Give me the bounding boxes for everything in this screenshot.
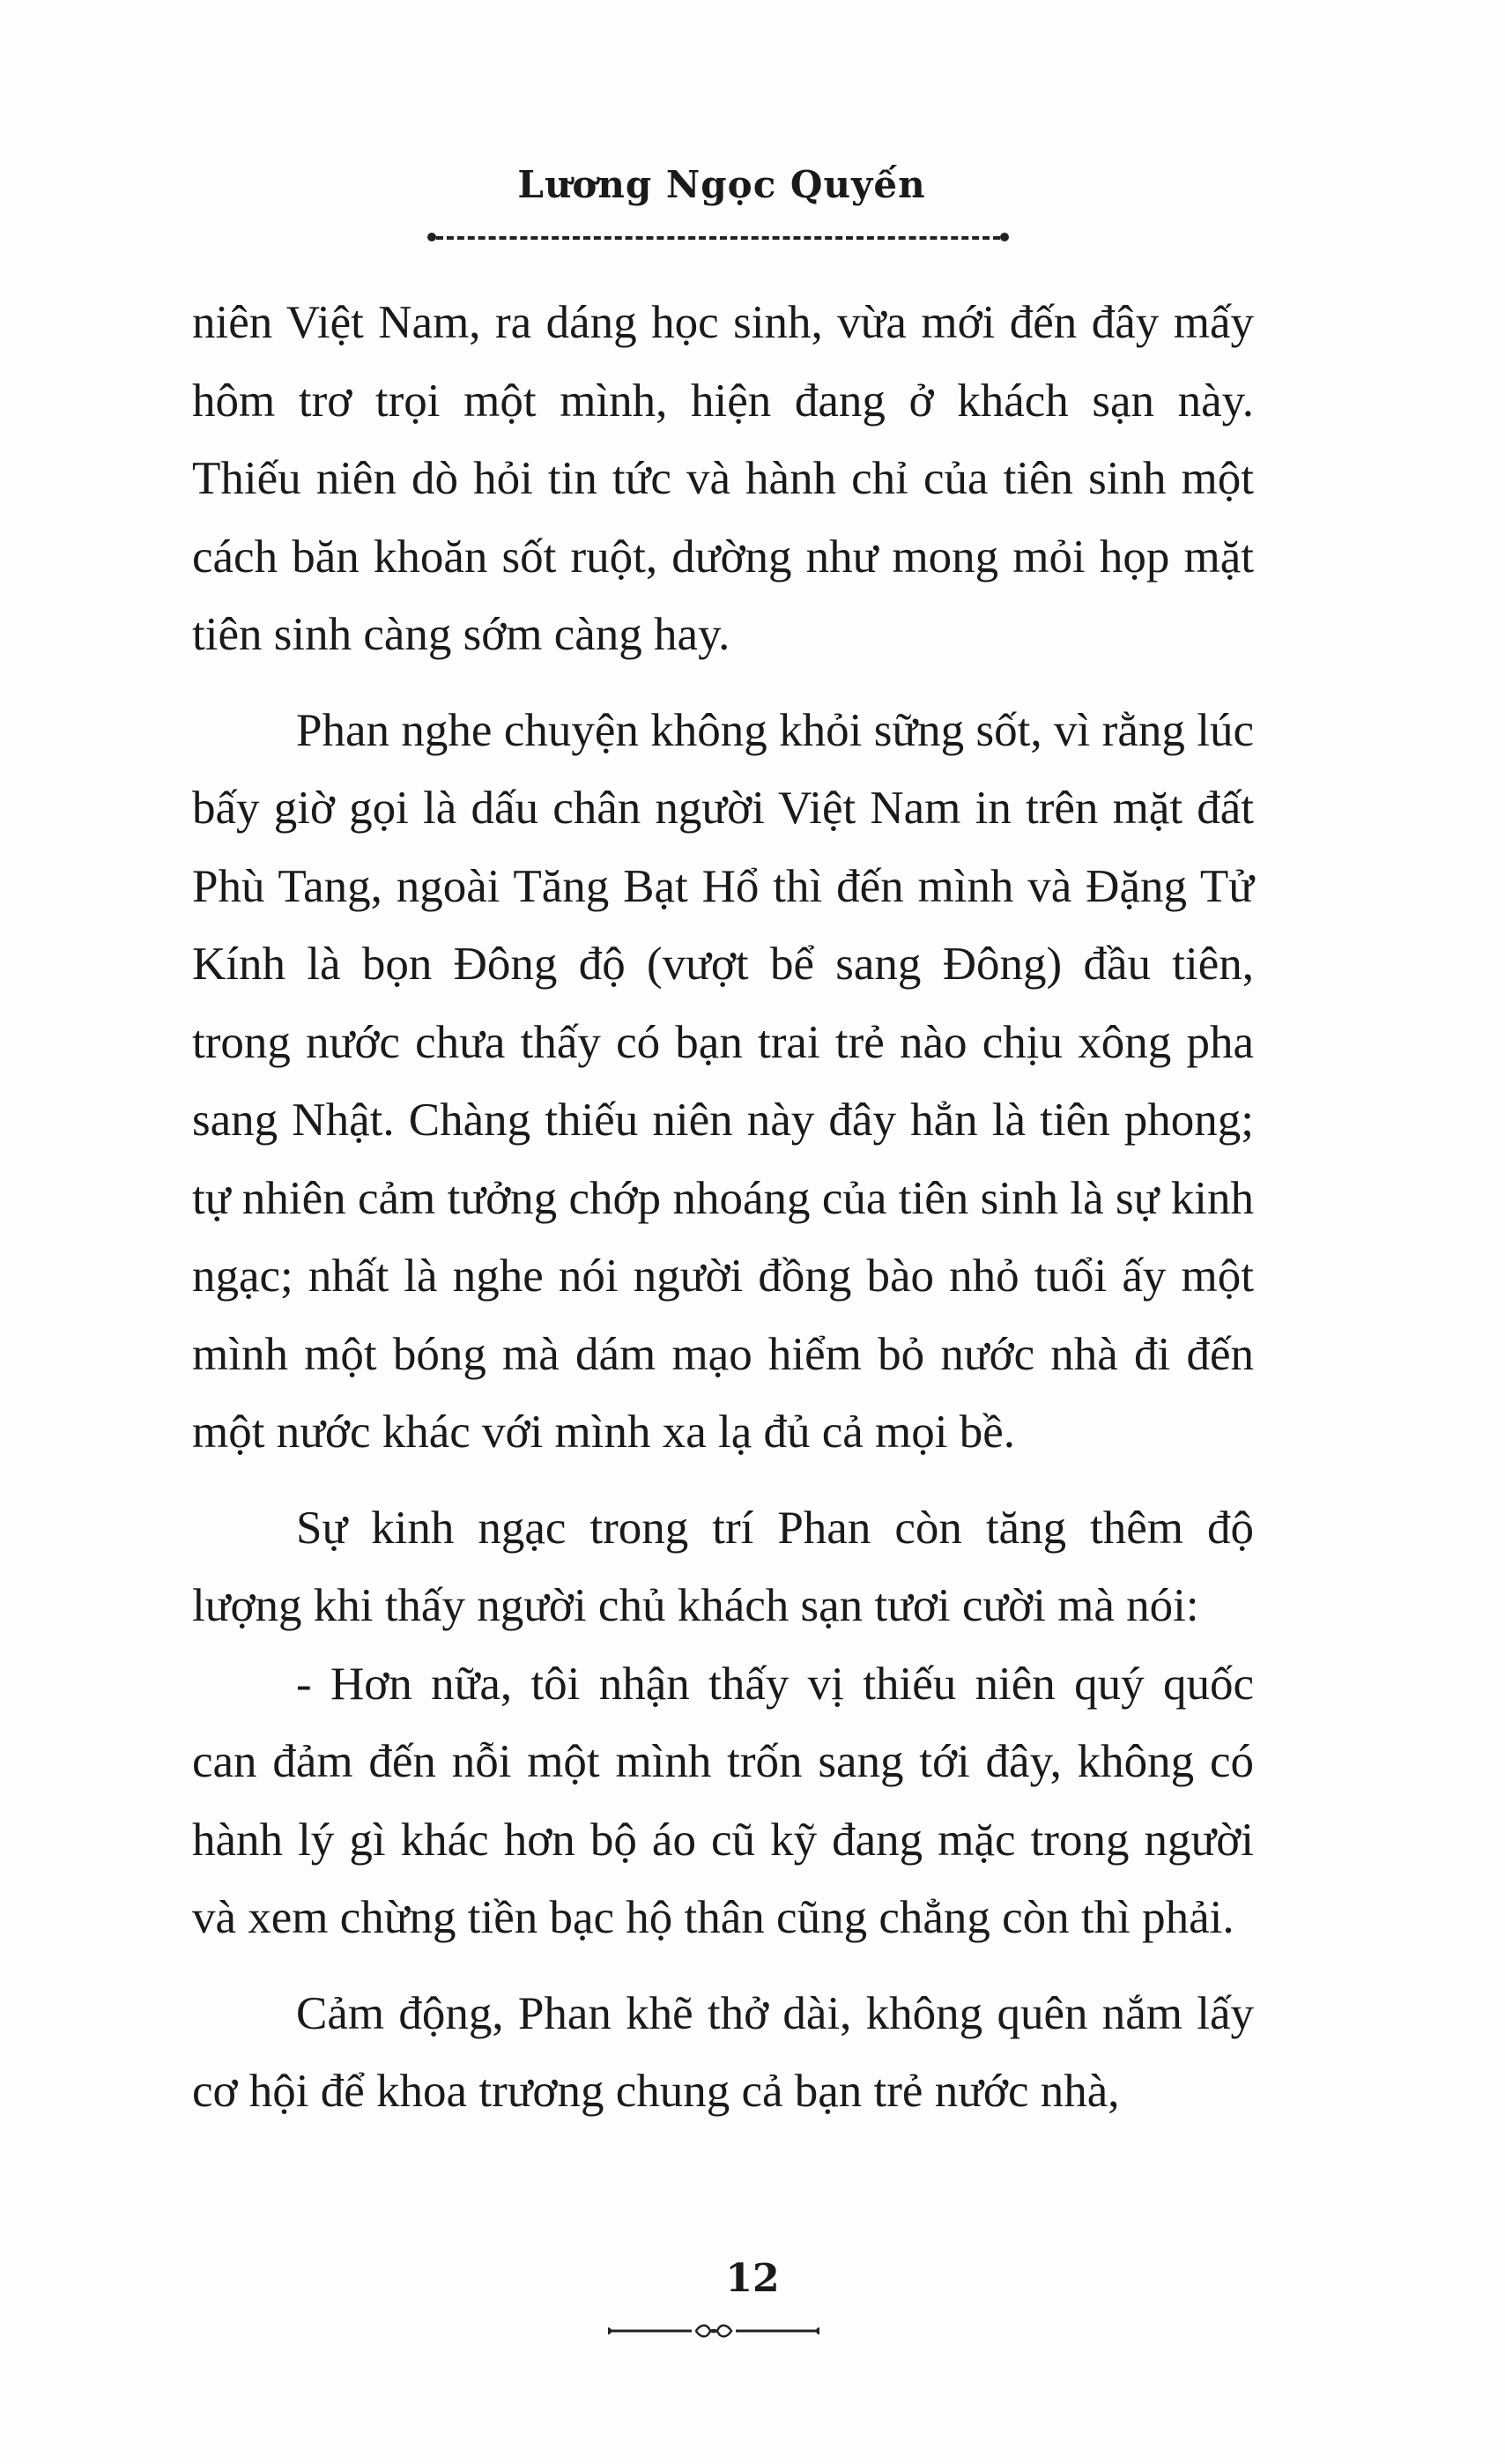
page-number: 12 [725, 2256, 780, 2301]
page-body [192, 284, 1254, 2131]
paragraph: Phan nghe chuyện không khỏi sững sốt, vì rằng lúc bấy giờ gọi là dấu chân người Việt Nam in trên mặt đất Phù Tang, ngoài Tăng Bạt Hổ thì đến mình và Đặng Tử Kính là bọn Đông độ (vượt bể sang Đông) đầu tiên, trong nước chưa thấy có bạn trai trẻ nào chịu xông pha sang Nhật. Chàng thiếu niên này đây hẳn là tiên phong; tự nhiên cảm tưởng chớp nhoáng của tiên sinh là sự kinh ngạc; nhất là nghe nói người đồng bào nhỏ tuổi ấy một mình một bóng mà dám mạo hiểm bỏ nước nhà đi đến một nước khác với mình xa lạ đủ cả mọi bề. [192, 704, 1254, 1458]
paragraph: Sự kinh ngạc trong trí Phan còn tăng thêm độ lượng khi thấy người chủ khách sạn tươi cười mà nói: [192, 1502, 1254, 1631]
paragraph-dialogue: - Hơn nữa, tôi nhận thấy vị thiếu niên quý quốc can đảm đến nỗi một mình trốn sang tới đây, không có hành lý gì khác hơn bộ áo cũ kỹ đang mặc trong người và xem chừng tiền bạc hộ thân cũng chẳng còn thì phải. [192, 1658, 1254, 1943]
rule-end-dot-left [427, 233, 436, 241]
header-dashed-rule [436, 236, 1000, 240]
running-title: Lương Ngọc Quyến [517, 163, 926, 206]
paragraph: Cảm động, Phan khẽ thở dài, không quên nắm lấy cơ hội để khoa trương chung cả bạn trẻ nước nhà, [192, 1987, 1254, 2117]
page-header [0, 163, 1505, 206]
footer-ornament-icon [608, 2322, 819, 2340]
paragraph-continuation: niên Việt Nam, ra dáng học sinh, vừa mới đến đây mấy hôm trơ trọi một mình, hiện đang ở khách sạn này. Thiếu niên dò hỏi tin tức và hành chỉ của tiên sinh một cách băn khoăn sốt ruột, dường như mong mỏi họp mặt tiên sinh càng sớm càng hay. [192, 297, 1254, 660]
page-footer [0, 2256, 1505, 2301]
rule-end-dot-right [1000, 233, 1009, 241]
